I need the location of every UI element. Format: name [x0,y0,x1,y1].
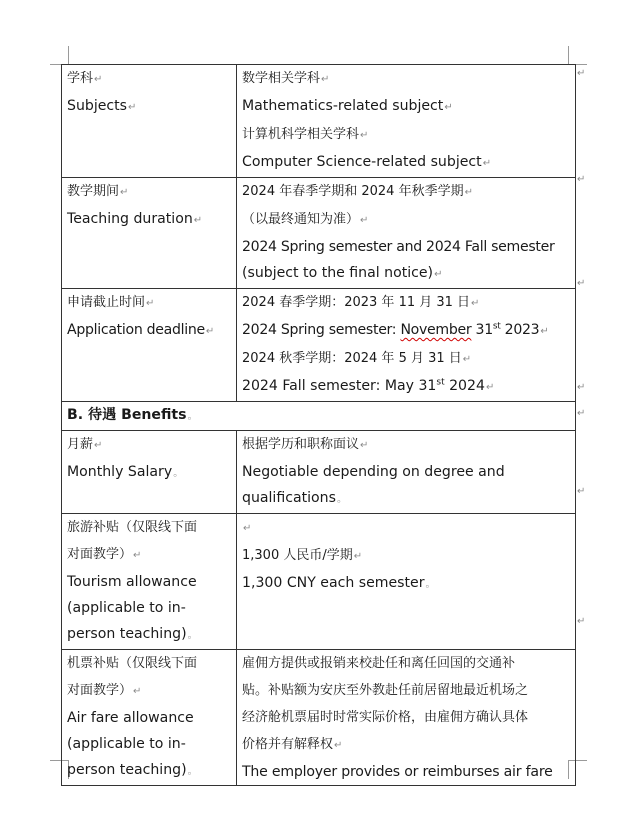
label-zh: 旅游补贴（仅限线下面 [67,520,198,535]
label-en: Subjects [67,98,128,114]
label-en: person teaching) [67,762,187,778]
label-zh: 机票补贴（仅限线下面 [67,656,198,671]
label-zh: 申请截止时间 [67,295,146,310]
row-label-cell: 申请截止时间↵ Application deadline↵ [62,289,237,402]
end-of-row-mark: ↵ [577,486,586,497]
crop-mark-top-left [50,46,69,65]
value-line: 数学相关学科 [242,71,321,86]
label-zh: 月薪 [67,437,94,452]
row-value-cell: 2024 春季学期：2023 年 11 月 31 日↵ 2024 Spring semester: November 31st 2023↵ 2024 秋季学期：2024 年 5 月 31 日↵ 2024 Fall semester: May 31st 2024↵ [237,289,576,402]
ordinal-suffix: st [436,377,445,388]
label-zh: 对面教学） [67,547,133,562]
row-label-cell: 机票补贴（仅限线下面 对面教学）↵ Air fare allowance (applicable to in- person teaching)。 [62,650,237,786]
value-line: 2024 春季学期：2023 年 11 月 31 日 [242,295,471,310]
value-line: 2024 Spring semester: [242,322,401,338]
spellcheck-word: November [400,322,472,338]
section-title: B. 待遇 Benefits [67,407,187,423]
end-of-row-mark: ↵ [577,68,586,79]
value-line: 2024 秋季学期：2024 年 5 月 31 日 [242,351,462,366]
label-zh: 学科 [67,71,94,86]
row-label-cell: 月薪↵ Monthly Salary。 [62,431,237,514]
row-value-cell: ↵ 1,300 人民币/学期↵ 1,300 CNY each semester。 [237,514,576,650]
end-of-row-mark: ↵ [577,382,586,393]
section-header-cell: B. 待遇 Benefits。 [62,402,576,431]
table-row-monthly-salary [62,431,576,514]
value-line: 2024 年春季学期和 2024 年秋季学期 [242,184,464,199]
table-row-air-fare-allowance [62,650,576,786]
value-line: （以最终通知为准） [242,212,360,227]
value-line: (subject to the final notice) [242,265,434,281]
value-line: The employer provides or reimburses air fare [242,764,553,780]
value-line: 贴。补贴额为安庆至外教赴任前居留地最近机场之 [242,683,529,698]
table-row-teaching-duration [62,178,576,289]
row-value-cell: 数学相关学科↵ Mathematics-related subject↵ 计算机科学相关学科↵ Computer Science-related subject↵ [237,65,576,178]
value-line: Negotiable depending on degree and [242,464,505,480]
label-en: (applicable to in- [67,736,186,752]
row-label-cell: 旅游补贴（仅限线下面 对面教学）↵ Tourism allowance (applicable to in- person teaching)。 [62,514,237,650]
value-line: 2024 [444,378,485,394]
end-of-row-mark: ↵ [577,616,586,627]
row-label-cell: 教学期间↵ Teaching duration↵ [62,178,237,289]
row-label-cell: 学科↵ Subjects↵ [62,65,237,178]
end-of-row-mark: ↵ [577,174,586,185]
value-line: qualifications [242,490,336,506]
value-line: 根据学历和职称面议 [242,437,360,452]
value-line: 2024 Spring semester and 2024 Fall semester [242,239,555,255]
table-row-subjects [62,65,576,178]
value-line: 价格并有解释权 [242,737,334,752]
label-zh: 对面教学） [67,683,133,698]
table-row-section-benefits [62,402,576,431]
value-line: 2024 Fall semester: May 31 [242,378,437,394]
value-line: 31 [471,322,493,338]
label-en: (applicable to in- [67,600,186,616]
value-line: 雇佣方提供或报销来校赴任和离任回国的交通补 [242,656,516,671]
value-line: Mathematics-related subject [242,98,444,114]
row-value-cell: 雇佣方提供或报销来校赴任和离任回国的交通补 贴。补贴额为安庆至外教赴任前居留地最近机场之 经济舱机票届时时常实际价格，由雇佣方确认具体 价格并有解释权↵ The employer provides or reimburses air fare [237,650,576,786]
end-of-row-mark: ↵ [577,408,586,419]
row-value-cell: 2024 年春季学期和 2024 年秋季学期↵ （以最终通知为准）↵ 2024 Spring semester and 2024 Fall semester (subject to the final notice)↵ [237,178,576,289]
value-line: 计算机科学相关学科 [242,127,360,142]
label-en: Application deadline [67,322,205,338]
label-en: Tourism allowance [67,574,197,590]
label-zh: 教学期间 [67,184,120,199]
row-value-cell: 根据学历和职称面议↵ Negotiable depending on degree and qualifications。 [237,431,576,514]
label-en: Monthly Salary [67,464,173,480]
value-line: 1,300 CNY each semester [242,575,425,591]
value-line: 经济舱机票届时时常实际价格，由雇佣方确认具体 [242,710,529,725]
table-row-tourism-allowance [62,514,576,650]
label-en: person teaching) [67,626,187,642]
label-en: Teaching duration [67,211,193,227]
end-of-row-mark: ↵ [577,278,586,289]
table-row-application-deadline [62,289,576,402]
ordinal-suffix: st [492,321,501,332]
crop-mark-top-right [568,46,587,65]
label-en: Air fare allowance [67,710,194,726]
job-details-table [61,64,576,786]
value-line: 1,300 人民币/学期 [242,548,353,563]
value-line: 2023 [500,322,540,338]
value-line: Computer Science-related subject [242,154,482,170]
